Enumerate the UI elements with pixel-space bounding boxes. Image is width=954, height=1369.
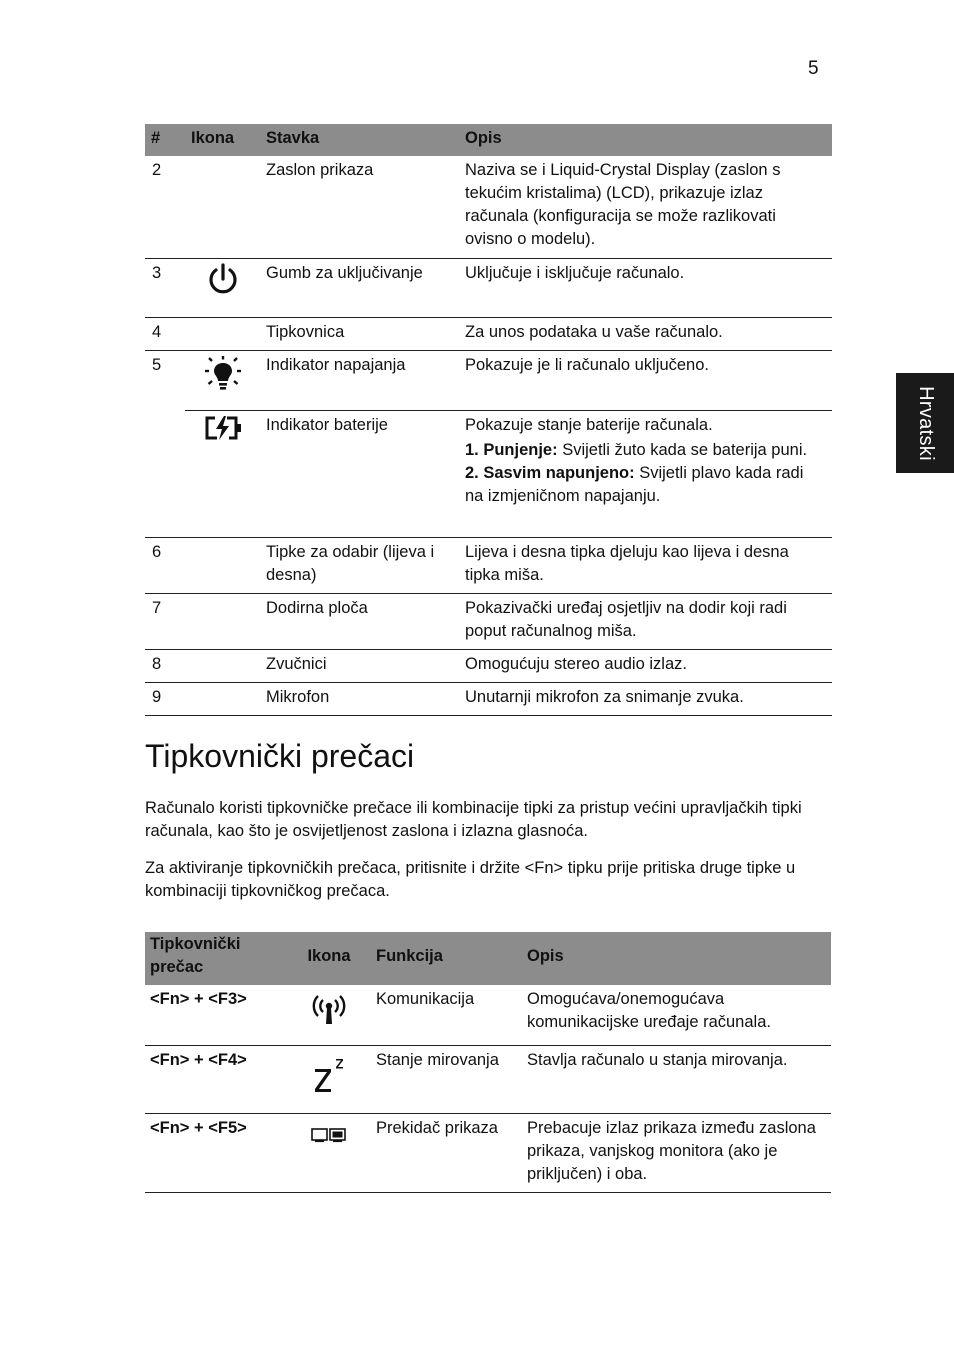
components-table-header	[145, 124, 832, 156]
header-shortcut: Tipkovnički prečac	[145, 932, 287, 985]
row-icon	[287, 1045, 371, 1113]
paragraph: Za aktiviranje tipkovničkih prečaca, pritisnite i držite <Fn> tipku prije pritiska druge tipke u kombinaciji tipkovničkog prečaca.	[145, 859, 796, 900]
table-row	[145, 1113, 831, 1192]
row-desc: Uključuje i isključuje računalo.	[459, 258, 832, 317]
table-row	[145, 593, 832, 649]
power-icon	[206, 284, 240, 302]
battery-indicator-icon	[203, 428, 243, 446]
table-row	[145, 410, 832, 537]
header-desc: Opis	[522, 932, 831, 985]
header-icon: Ikona	[185, 124, 260, 156]
shortcut-desc: Omogućava/onemogućava komunikacijske uređaje računala.	[522, 985, 831, 1045]
row-num: 4	[145, 317, 185, 350]
desc-item-label: 1. Punjenje:	[465, 440, 558, 459]
wireless-communication-icon	[309, 1014, 349, 1032]
row-desc: Pokazivački uređaj osjetljiv na dodir koji radi poput računalnog miša.	[459, 593, 832, 649]
header-function: Funkcija	[371, 932, 522, 985]
row-desc	[459, 410, 832, 537]
row-icon	[185, 649, 260, 682]
table-row	[145, 258, 832, 317]
row-icon	[185, 682, 260, 715]
header-desc: Opis	[459, 124, 832, 156]
table-row	[145, 537, 832, 593]
row-icon	[185, 156, 260, 258]
header-item: Stavka	[260, 124, 459, 156]
language-side-tab-label: Hrvatski	[914, 385, 937, 461]
shortcuts-table-header	[145, 932, 831, 985]
shortcut-desc: Prebacuje izlaz prikaza između zaslona prikaza, vanjskog monitora (ako je priključen) i oba.	[522, 1113, 831, 1192]
row-icon	[287, 985, 371, 1045]
row-desc-main: Pokazuje stanje baterije računala.	[465, 415, 713, 434]
row-item: Gumb za uključivanje	[260, 258, 459, 317]
row-item: Mikrofon	[260, 682, 459, 715]
shortcut-desc: Stavlja računalo u stanja mirovanja.	[522, 1045, 831, 1113]
header-icon: Ikona	[287, 932, 371, 985]
row-num: 9	[145, 682, 185, 715]
language-side-tab	[896, 373, 954, 473]
sleep-icon	[309, 1081, 349, 1099]
row-num: 2	[145, 156, 185, 258]
header-num: #	[145, 124, 185, 156]
shortcuts-table	[145, 932, 831, 1193]
display-toggle-icon	[309, 1131, 349, 1149]
row-item: Zaslon prikaza	[260, 156, 459, 258]
row-num: 5	[152, 355, 162, 374]
table-row	[145, 649, 832, 682]
shortcut-key: <Fn> + <F4>	[145, 1045, 287, 1113]
row-num: 3	[145, 258, 185, 317]
page-number: 5	[808, 58, 819, 79]
table-row	[145, 682, 832, 715]
row-item: Dodirna ploča	[260, 593, 459, 649]
row-desc-item	[465, 439, 826, 462]
desc-item-label: 2. Sasvim napunjeno:	[465, 463, 635, 482]
row-item: Zvučnici	[260, 649, 459, 682]
components-table	[145, 124, 832, 716]
row-desc: Unutarnji mikrofon za snimanje zvuka.	[459, 682, 832, 715]
row-icon	[185, 258, 260, 317]
row-desc-item	[465, 462, 826, 508]
shortcut-key: <Fn> + <F5>	[145, 1113, 287, 1192]
row-desc: Naziva se i Liquid-Crystal Display (zaslon s tekućim kristalima) (LCD), prikazuje izlaz računala (konfiguracija se može razlikovati ovisno o modelu).	[459, 156, 832, 258]
table-row	[145, 317, 832, 350]
section-title: Tipkovnički prečaci	[145, 738, 415, 774]
row-item: Tipke za odabir (lijeva i desna)	[260, 537, 459, 593]
row-icon	[185, 537, 260, 593]
shortcut-function: Stanje mirovanja	[371, 1045, 522, 1113]
table-row	[145, 156, 832, 258]
row-desc: Za unos podataka u vaše računalo.	[459, 317, 832, 350]
row-num: 6	[145, 537, 185, 593]
row-icon	[185, 410, 260, 537]
row-icon	[185, 593, 260, 649]
row-icon	[185, 317, 260, 350]
row-icon	[185, 350, 260, 410]
row-num: 8	[145, 649, 185, 682]
paragraph: Računalo koristi tipkovničke prečace ili kombinacije tipki za pristup većini upravljačkih tipki računala, kao što je osvijetljenost zaslona i izlazna glasnoća.	[145, 799, 802, 840]
table-row	[145, 985, 831, 1045]
row-num	[145, 410, 185, 537]
row-item: Indikator baterije	[260, 410, 459, 537]
power-indicator-icon	[203, 380, 243, 398]
shortcut-key: <Fn> + <F3>	[145, 985, 287, 1045]
shortcut-function: Prekidač prikaza	[371, 1113, 522, 1192]
desc-item-text: Svijetli plavo kada radi na izmjeničnom napajanju.	[465, 463, 804, 505]
row-item: Tipkovnica	[260, 317, 459, 350]
row-desc: Lijeva i desna tipka djeluju kao lijeva i desna tipka miša.	[459, 537, 832, 593]
row-item: Indikator napajanja	[260, 350, 459, 410]
row-icon	[287, 1113, 371, 1192]
desc-item-text: Svijetli žuto kada se baterija puni.	[557, 440, 808, 459]
row-num: 7	[145, 593, 185, 649]
shortcut-function: Komunikacija	[371, 985, 522, 1045]
table-row	[145, 1045, 831, 1113]
table-row	[145, 350, 832, 410]
row-desc: Pokazuje je li računalo uključeno.	[459, 350, 832, 410]
row-desc: Omogućuju stereo audio izlaz.	[459, 649, 832, 682]
